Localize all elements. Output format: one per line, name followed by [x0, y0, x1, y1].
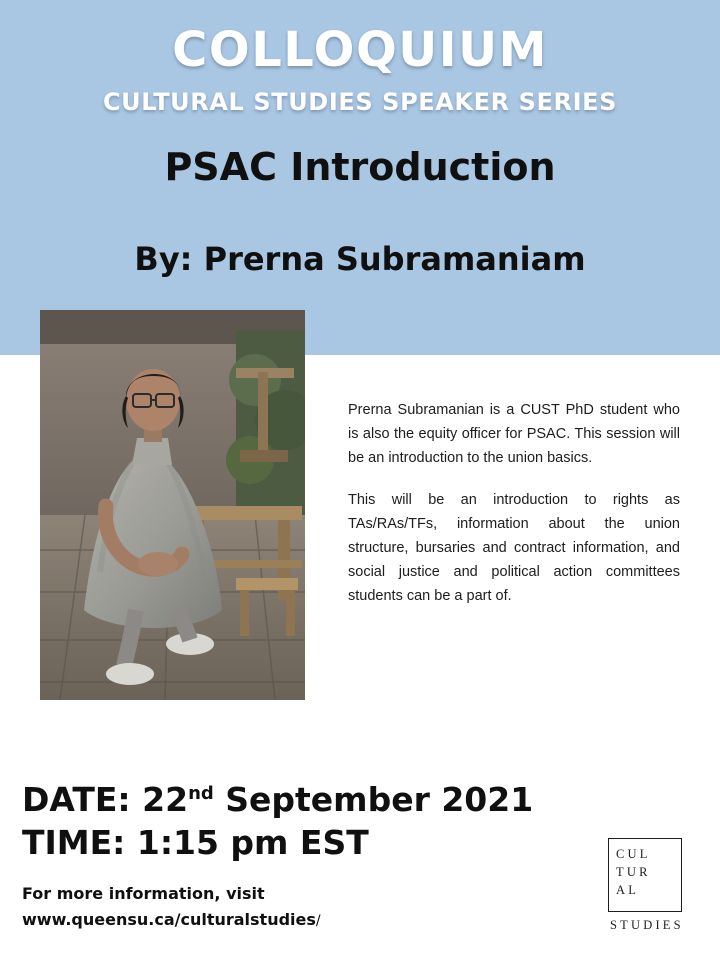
website-url[interactable]: [22, 910, 321, 929]
description: [348, 398, 680, 608]
date-day: 22: [142, 780, 189, 819]
website-url-slash: /: [315, 913, 321, 929]
speaker-name: By: Prerna Subramaniam: [134, 240, 586, 278]
speaker-photo: [40, 310, 305, 700]
logo-word: [616, 845, 676, 899]
description-paragraph-2: This will be an introduction to rights as TAs/RAs/TFs, information about the union structure, bursaries and contract information, and social justice and political action committees students can be a part of.: [348, 492, 680, 604]
website-url-text: www.queensu.ca/culturalstudies: [22, 910, 316, 929]
logo-line-4: STUDIES: [610, 918, 684, 932]
description-paragraph-1: Prerna Subramanian is a CUST PhD student who is also the equity officer for PSAC. This session will be an introduction to the union basics.: [348, 402, 680, 466]
page-title: COLLOQUIUM: [172, 22, 548, 78]
date-label: DATE:: [22, 780, 131, 819]
cultural-studies-logo: [608, 838, 694, 938]
event-date: [22, 780, 533, 819]
event-time: [22, 823, 369, 862]
date-rest: September 2021: [213, 780, 534, 819]
date-ordinal: nd: [188, 783, 214, 804]
more-info-text: For more information, visit: [22, 884, 265, 903]
logo-line-1: CUL: [616, 847, 651, 861]
series-subtitle: CULTURAL STUDIES SPEAKER SERIES: [102, 88, 618, 116]
time-label: TIME:: [22, 823, 126, 862]
logo-line-3: AL: [616, 883, 640, 897]
logo-line-2: TUR: [616, 865, 651, 879]
talk-title: PSAC Introduction: [164, 145, 556, 189]
time-value: 1:15 pm EST: [125, 823, 369, 862]
